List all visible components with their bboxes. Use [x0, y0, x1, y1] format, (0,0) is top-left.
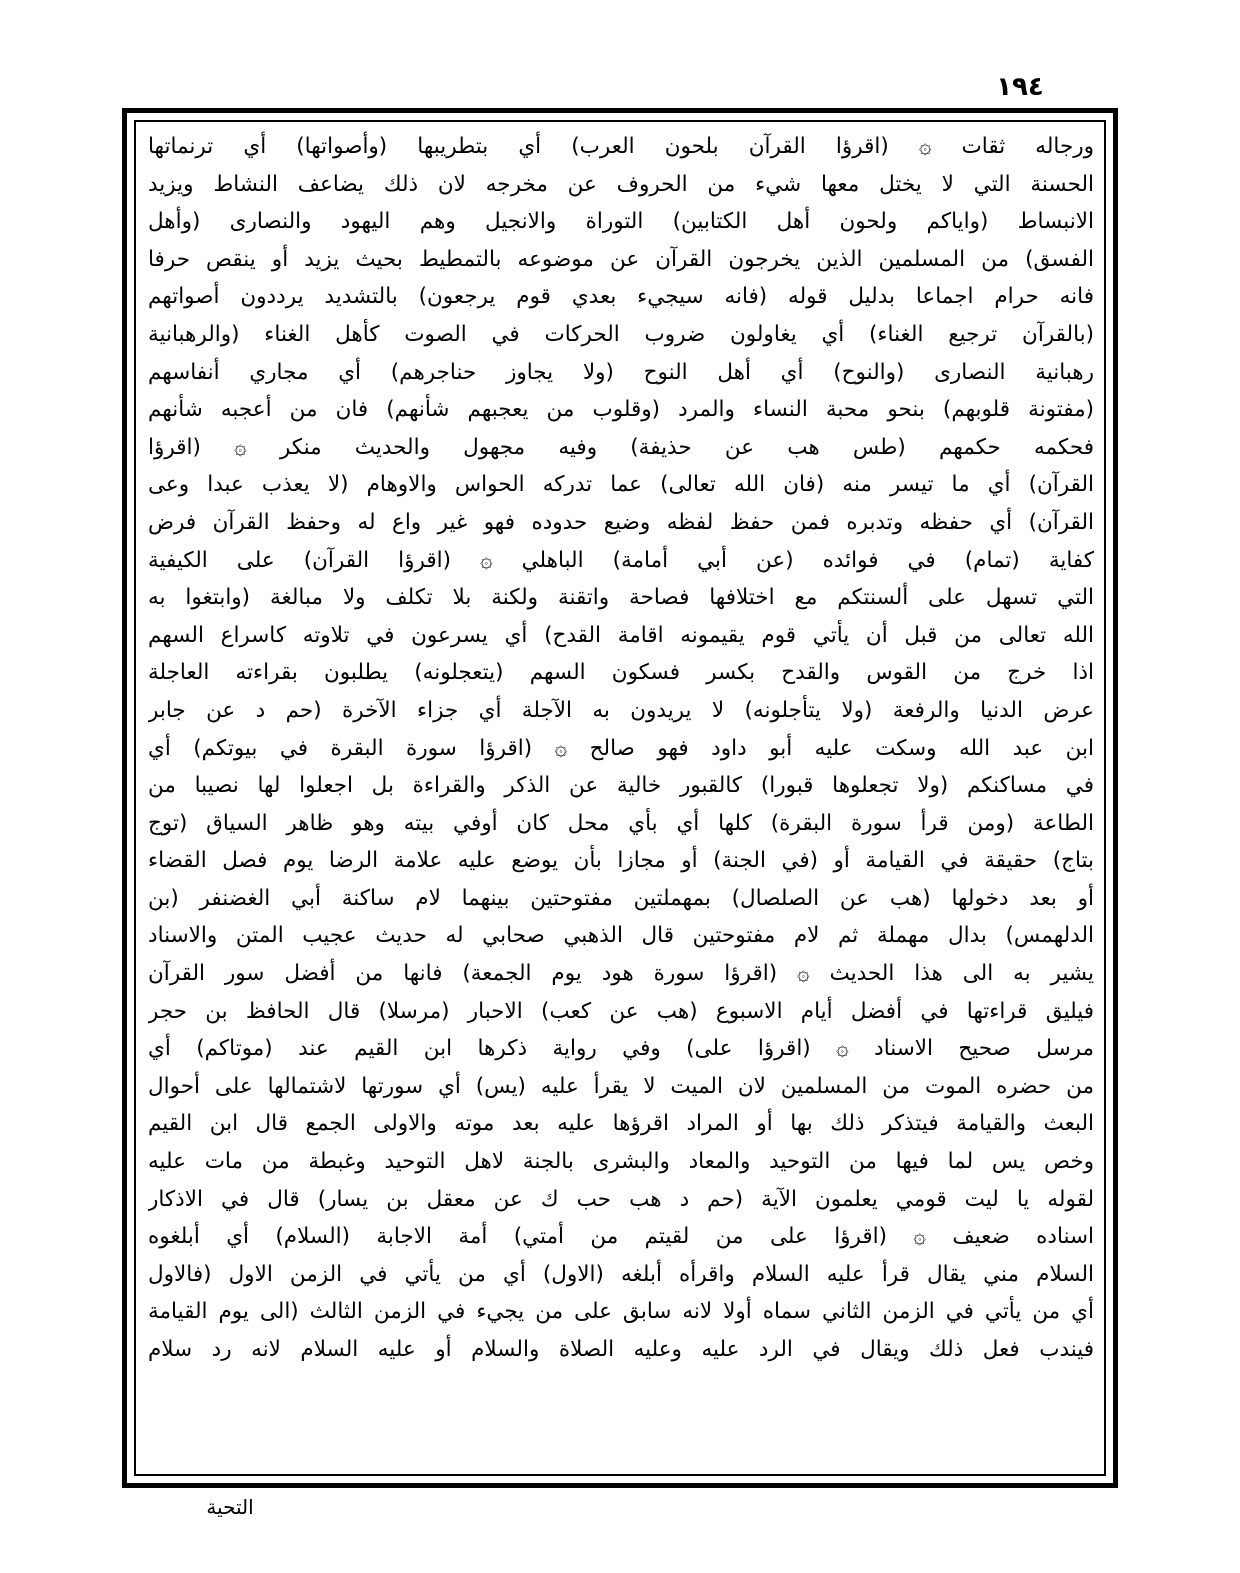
text-line: ابن عبد الله وسكت عليه أبو داود فهو صالح ۞ (اقرؤا سورة البقرة في بيوتكم) أي [148, 735, 1094, 761]
text-line: السلام مني يقال قرأ عليه السلام واقرأه أبلغه (الاول) أي من يأتي في الزمن الاول (فالاول [148, 1261, 1094, 1287]
text-line: الحسنة التي لا يختل معها شيء من الحروف عن مخرجه لان ذلك يضاعف النشاط ويزيد [148, 171, 1094, 197]
text-line: أي من يأتي في الزمن الثاني سماه أولا لانه سابق على من يجيء في الزمن الثالث (الى يوم القيامة [148, 1299, 1094, 1325]
text-line: عرض الدنيا والرفعة (ولا يتأجلونه) لا يريدون به الآجلة أي جزاء الآخرة (حم د عن جابر [148, 697, 1094, 723]
text-line: (مفتونة قلوبهم) بنحو محبة النساء والمرد (وقلوب من يعجبهم شأنهم) فان من أعجبه شأنهم [148, 397, 1094, 423]
text-line: اسناده ضعيف ۞ (اقرؤا على من لقيتم من أمتي) أمة الاجابة (السلام) أي أبلغوه [148, 1224, 1094, 1250]
text-line: يشير به الى هذا الحديث ۞ (اقرؤا سورة هود يوم الجمعة) فانها من أفضل سور القرآن [148, 961, 1094, 987]
text-line: رهبانية النصارى (والنوح) أي أهل النوح (ولا يجاوز حناجرهم) أي مجاري أنفاسهم [148, 359, 1094, 385]
text-line: الفسق) من المسلمين الذين يخرجون القرآن عن موضوعه بالتمطيط بحيث يزيد أو ينقص حرفا [148, 246, 1094, 272]
text-line: التي تسهل على ألسنتكم مع اختلافها فصاحة واتقنة ولكنة بلا تكلف ولا مبالغة (وابتغوا به [148, 585, 1094, 611]
text-line: مرسل صحيح الاسناد ۞ (اقرؤا على) وفي رواية ذكرها ابن القيم عند (موتاكم) أي [148, 1036, 1094, 1062]
text-line: القرآن) أي حفظه وتدبره فمن حفظ لفظه وضيع حدوده فهو غير واع له وحفظ القرآن فرض [148, 509, 1094, 535]
text-line: في مساكنكم (ولا تجعلوها قبورا) كالقبور خالية عن الذكر والقراءة بل اجعلوا لها نصيبا من [148, 773, 1094, 799]
page-number: ١٩٤ [996, 72, 1044, 102]
text-line: الله تعالى من قبل أن يأتي قوم يقيمونه اقامة القدح) أي يسرعون في تلاوته كاسراع السهم [148, 622, 1094, 648]
text-line: فيليق قراءتها في أفضل أيام الاسبوع (هب عن كعب) الاحبار (مرسلا) قال الحافظ بن حجر [148, 998, 1094, 1024]
text-line: فحكمه حكمهم (طس هب عن حذيفة) وفيه مجهول والحديث منكر ۞ (اقرؤا [148, 434, 1094, 460]
text-line: كفاية (تمام) في فوائده (عن أبي أمامة) الباهلي ۞ (اقرؤا القرآن) على الكيفية [148, 547, 1094, 573]
text-line: اذا خرج من القوس والقدح بكسر فسكون السهم (يتعجلونه) يطلبون بقراءته العاجلة [148, 660, 1094, 686]
text-line: القرآن) أي ما تيسر منه (فان الله تعالى) عما تدركه الحواس والاوهام (لا يعذب عبدا وعى [148, 472, 1094, 498]
text-line: فانه حرام اجماعا بدليل قوله (فانه سيجيء بعدي قوم يرجعون) بالتشديد يرددون أصواتهم [148, 284, 1094, 310]
text-line: البعث والقيامة فيتذكر ذلك بها أو المراد اقرؤها عليه بعد موته والاولى الجمع قال ابن القيم [148, 1111, 1094, 1137]
text-body [148, 128, 1094, 1472]
text-line: لقوله يا ليت قومي يعلمون الآية (حم د هب حب ك عن معقل بن يسار) قال في الاذكار [148, 1186, 1094, 1212]
text-line: الطاعة (ومن قرأ سورة البقرة) كلها أي بأي محل كان أوفي بيته وهو ظاهر السياق (توج [148, 810, 1094, 836]
text-line: (بالقرآن ترجيع الغناء) أي يغاولون ضروب الحركات في الصوت كأهل الغناء (والرهبانية [148, 321, 1094, 347]
text-line: وخص يس لما فيها من التوحيد والمعاد والبشرى بالجنة لاهل التوحيد وغبطة من مات عليه [148, 1149, 1094, 1175]
text-line: أو بعد دخولها (هب عن الصلصال) بمهملتين مفتوحتين بينهما لام ساكنة أبي الغضنفر (بن [148, 885, 1094, 911]
text-line: بتاج) حقيقة في القيامة أو (في الجنة) أو مجازا بأن يوضع عليه علامة الرضا يوم فصل القضاء [148, 848, 1094, 874]
text-line: ورجاله ثقات ۞ (اقرؤا القرآن بلحون العرب) أي بتطريبها (وأصواتها) أي ترنماتها [148, 134, 1094, 159]
text-line: فيندب فعل ذلك ويقال في الرد عليه وعليه الصلاة والسلام أو عليه السلام لانه رد سلام [148, 1337, 1094, 1362]
text-line: من حضره الموت من المسلمين لان الميت لا يقرأ عليه (يس) أي سورتها لاشتمالها على أحوال [148, 1073, 1094, 1099]
text-line: الانبساط (واياكم ولحون أهل الكتابين) التوراة والانجيل وهم اليهود والنصارى (وأهل [148, 209, 1094, 235]
catchword: التحية [206, 1495, 254, 1519]
text-line: الدلهمس) بدال مهملة ثم لام مفتوحتين قال الذهبي صحابي له حديث عجيب المتن والاسناد [148, 923, 1094, 949]
